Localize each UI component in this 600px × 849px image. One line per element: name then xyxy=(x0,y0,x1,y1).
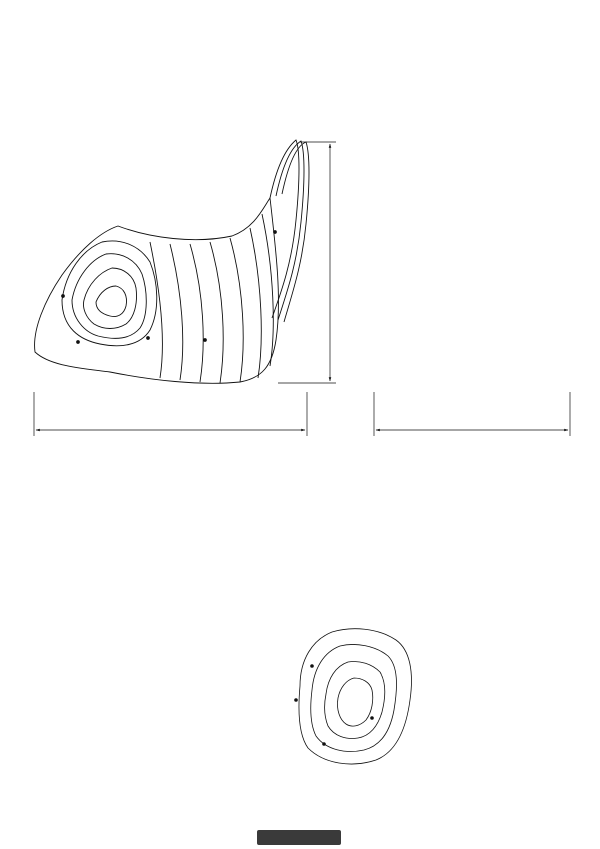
front-width-dimension xyxy=(374,392,570,436)
perspective-view xyxy=(295,629,412,764)
height-dimension xyxy=(278,142,336,383)
side-elevation-view xyxy=(35,140,309,383)
side-width-dimension xyxy=(34,392,307,436)
watermark-badge xyxy=(257,830,341,845)
